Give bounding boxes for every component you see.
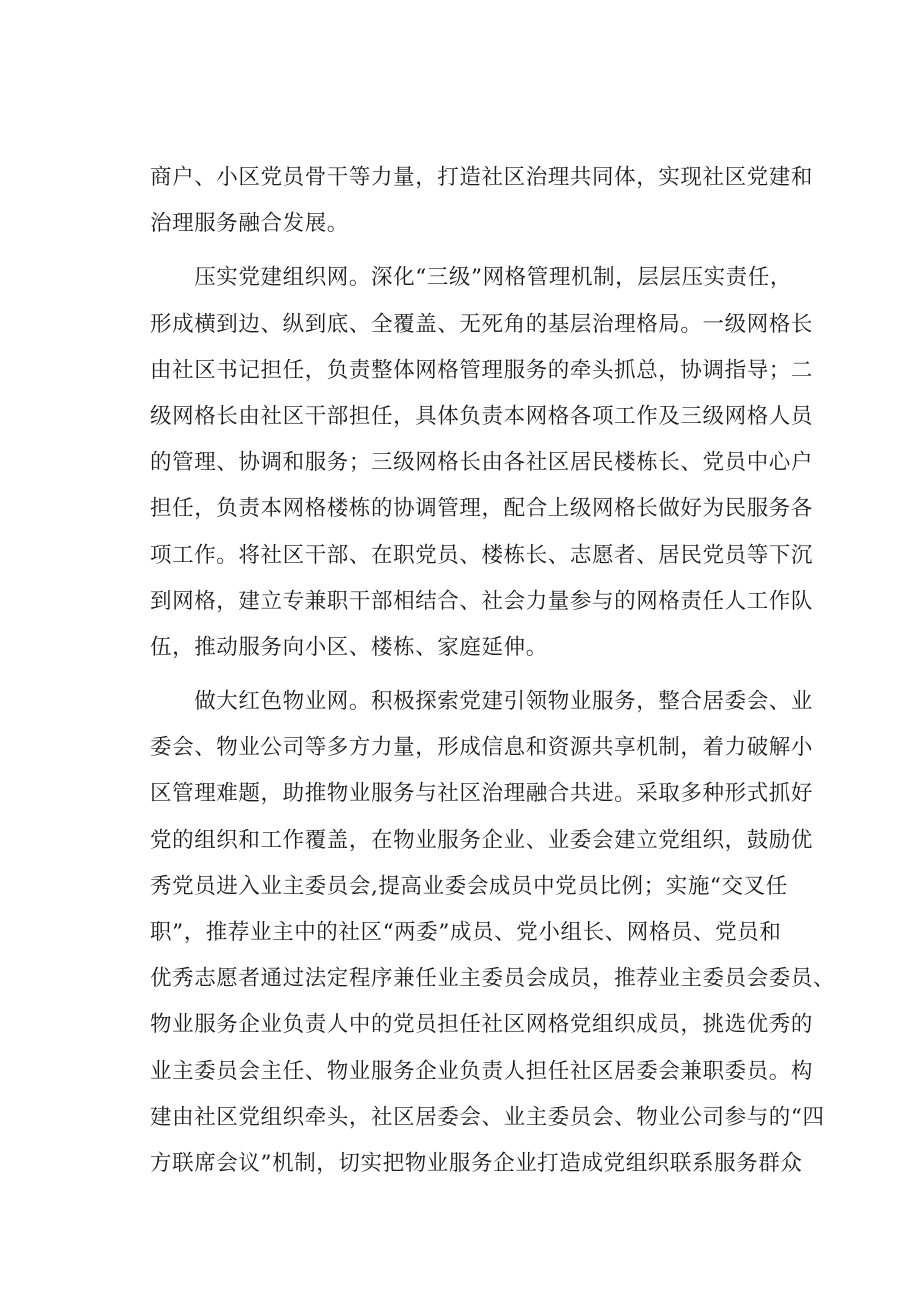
text-line: 党的组织和工作覆盖，在物业服务企业、业委会建立党组织，鼓励优 bbox=[150, 827, 814, 853]
text-line: 优秀志愿者通过法定程序兼任业主委员会成员，推荐业主委员会委员、 bbox=[150, 966, 836, 992]
text-line: 做大红色物业网。积极探索党建引领物业服务，整合居委会、业 bbox=[150, 689, 814, 715]
text-line: 区管理难题，助推物业服务与社区治理融合共进。采取多种形式抓好 bbox=[150, 781, 814, 807]
text-line: 商户、小区党员骨干等力量，打造社区治理共同体，实现社区党建和 bbox=[150, 165, 814, 190]
text-line: 级网格长由社区干部担任，具体负责本网格各项工作及三级网格人员 bbox=[150, 403, 814, 429]
text-line: 委会、物业公司等多方力量，形成信息和资源共享机制，着力破解小 bbox=[150, 735, 814, 761]
paragraph-red-property-network bbox=[150, 679, 836, 1187]
text-line: 形成横到边、纵到底、全覆盖、无死角的基层治理格局。一级网格长 bbox=[150, 311, 814, 337]
text-line: 到网格，建立专兼职干部相结合、社会力量参与的网格责任人工作队 bbox=[150, 588, 814, 614]
text-line: 担任，负责本网格楼栋的协调管理，配合上级网格长做好为民服务各 bbox=[150, 496, 814, 522]
text-line: 业主委员会主任、物业服务企业负责人担任社区居委会兼职委员。构 bbox=[150, 1058, 814, 1084]
text-line: 由社区书记担任，负责整体网格管理服务的牵头抓总，协调指导；二 bbox=[150, 357, 814, 383]
text-line: 治理服务融合发展。 bbox=[150, 211, 349, 237]
text-line: 的管理、协调和服务；三级网格长由各社区居民楼栋长、党员中心户 bbox=[150, 450, 814, 476]
paragraph-party-organization-network bbox=[150, 255, 815, 671]
text-line: 方联席会议”机制，切实把物业服务企业打造成党组织联系服务群众 bbox=[150, 1150, 803, 1176]
text-line: 职”，推荐业主中的社区“两委”成员、党小组长、网格员、党员和 bbox=[150, 920, 782, 945]
document-body bbox=[150, 155, 836, 1187]
text-line: 伍，推动服务向小区、楼栋、家庭延伸。 bbox=[150, 634, 548, 660]
text-line: 压实党建组织网。深化“三级”网格管理机制，层层压实责任， bbox=[150, 265, 792, 291]
text-line: 建由社区党组织牵头，社区居委会、业主委员会、物业公司参与的“四 bbox=[150, 1104, 825, 1130]
paragraph-continuation bbox=[150, 155, 815, 247]
text-line: 秀党员进入业主委员会,提高业委会成员中党员比例；实施“交叉任 bbox=[150, 873, 788, 899]
text-line: 项工作。将社区干部、在职党员、楼栋长、志愿者、居民党员等下沉 bbox=[150, 542, 814, 568]
paragraph-gap bbox=[150, 247, 815, 255]
paragraph-gap bbox=[150, 671, 815, 679]
text-line: 物业服务企业负责人中的党员担任社区网格党组织成员，挑选优秀的 bbox=[150, 1012, 814, 1038]
